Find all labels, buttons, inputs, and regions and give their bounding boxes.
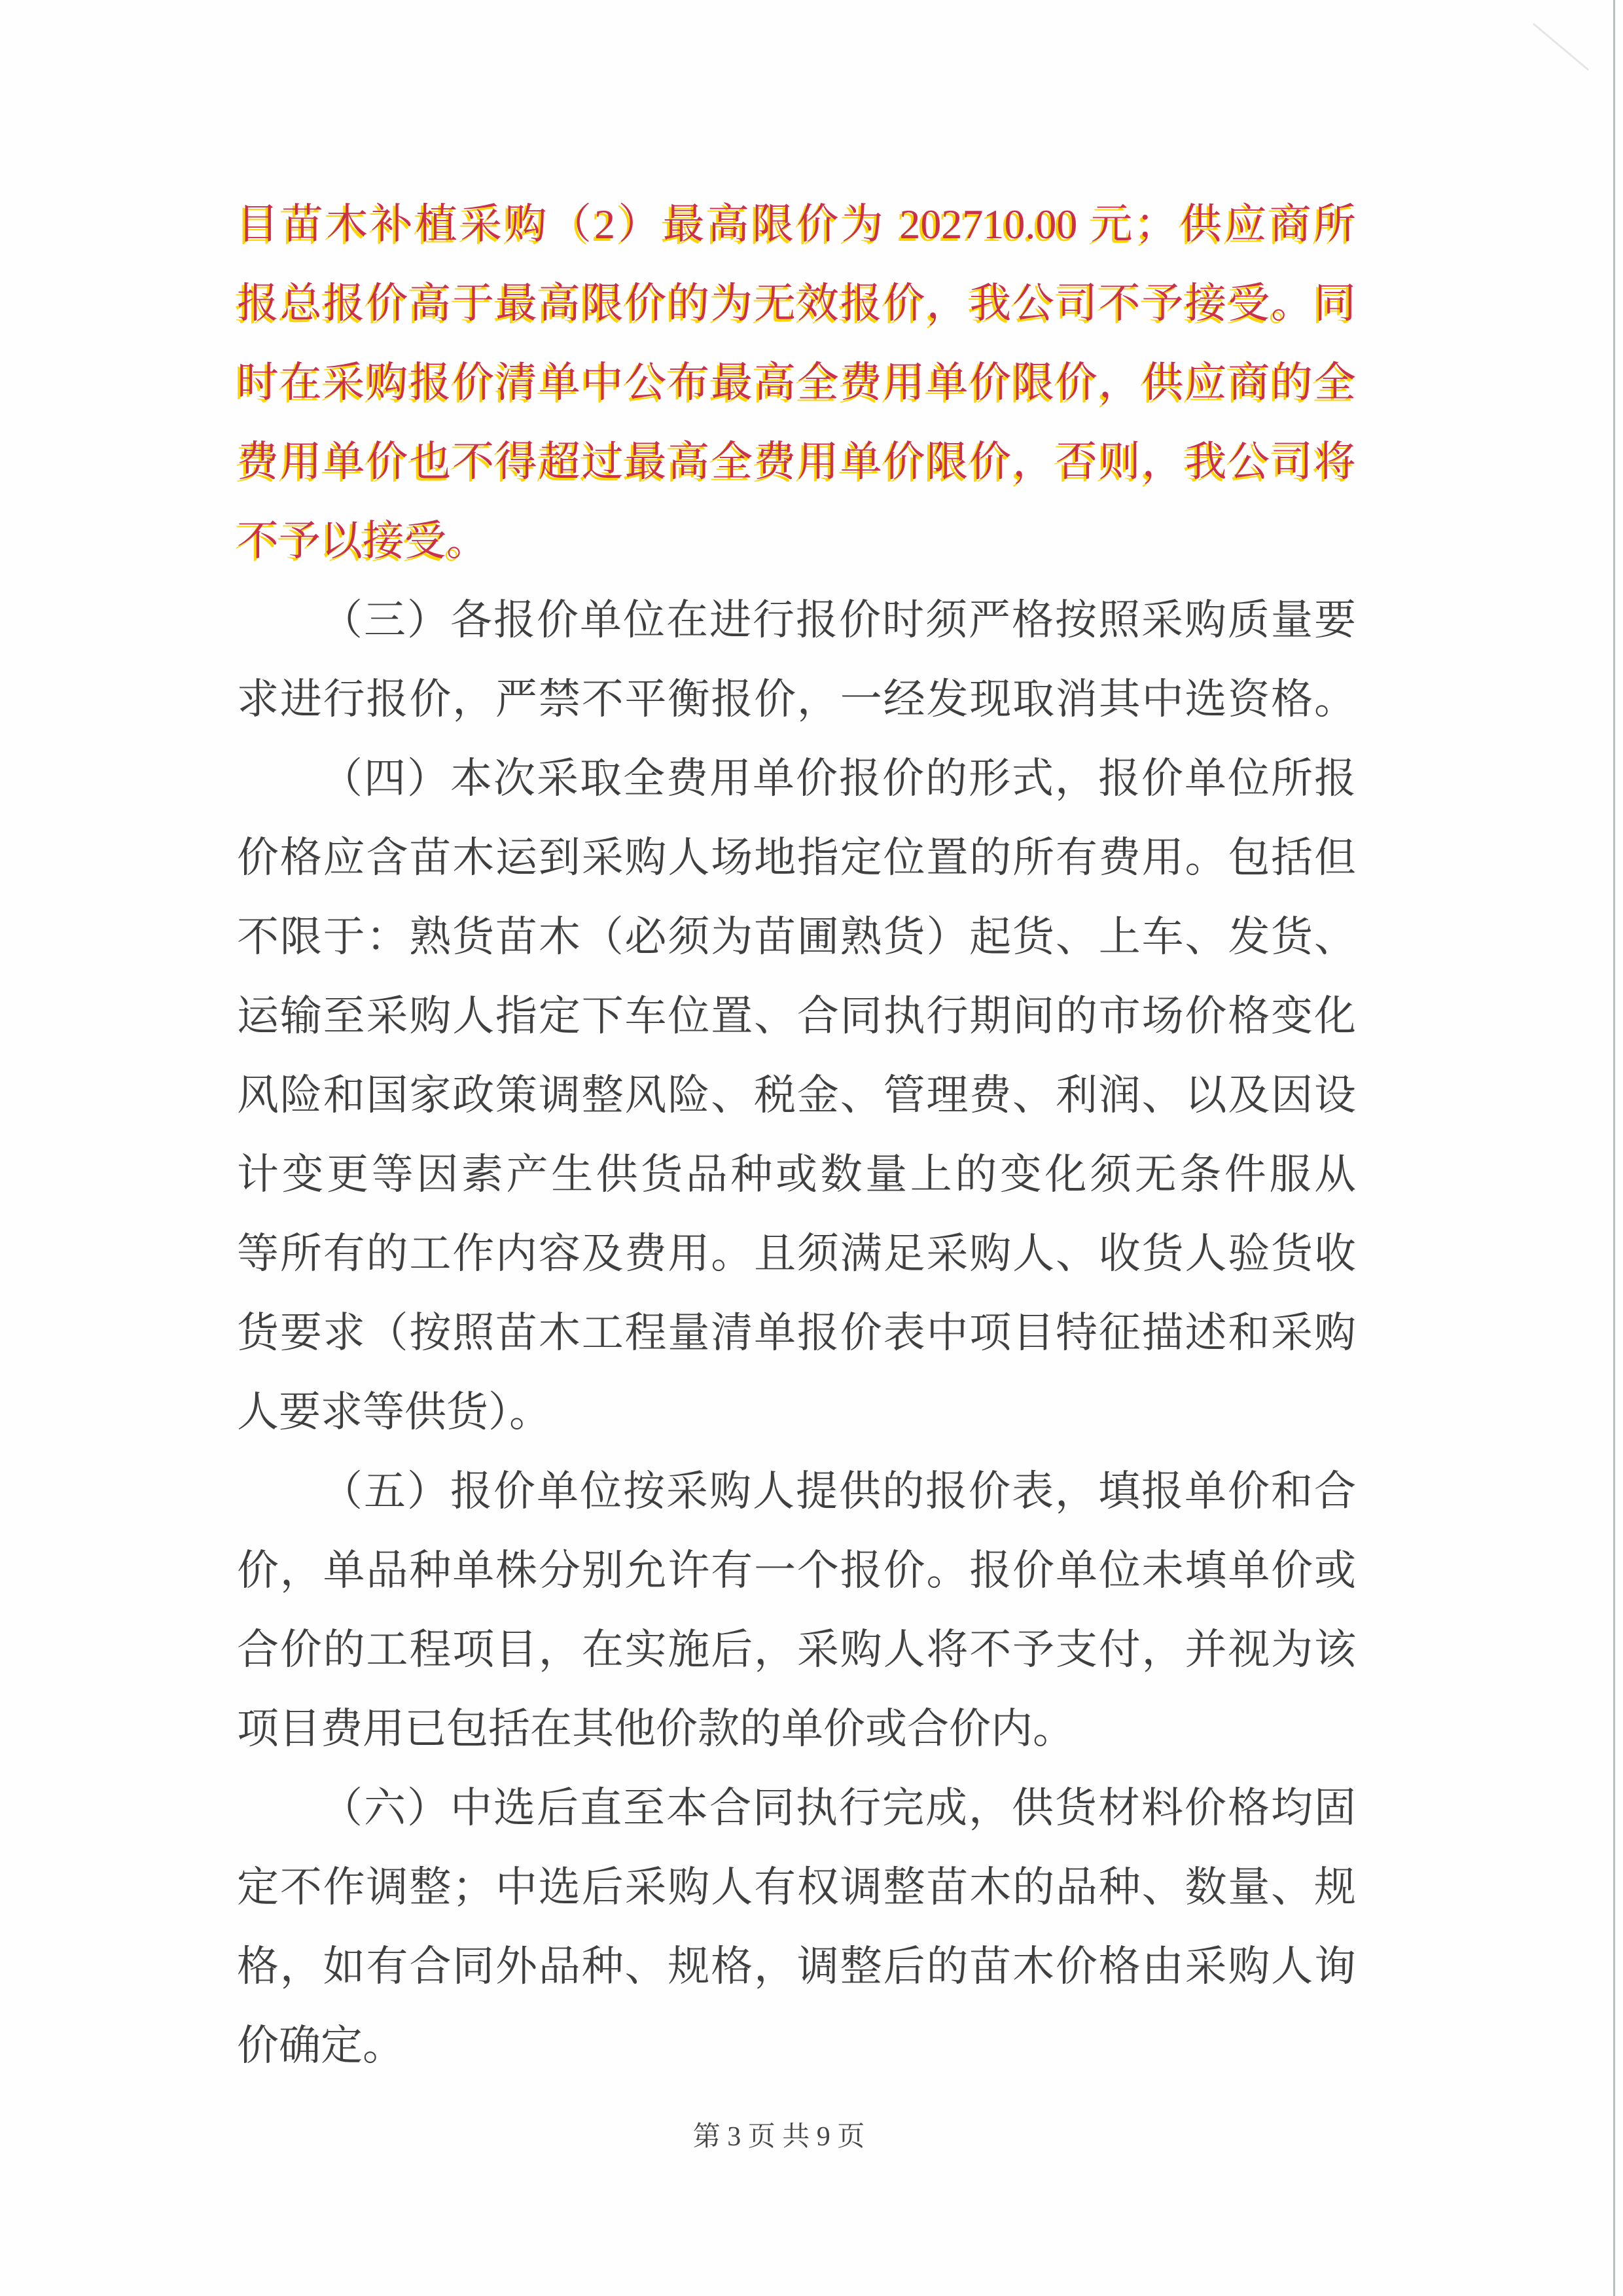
text-line: 价确定。 xyxy=(237,2022,404,2069)
text-line: 定不作调整；中选后采购人有权调整苗木的品种、数量、规 xyxy=(237,1864,1356,1910)
document-body xyxy=(237,185,1356,2085)
page-number: 第 3 页 共 9 页 xyxy=(692,2122,865,2152)
text-line: 求进行报价，严禁不平衡报价，一经发现取消其中选资格。 xyxy=(237,676,1356,723)
text-line: 运输至采购人指定下车位置、合同执行期间的市场价格变化 xyxy=(237,993,1356,1039)
text-line: 不限于：熟货苗木（必须为苗圃熟货）起货、上车、发货、 xyxy=(237,914,1356,960)
text-line: 人要求等供货）。 xyxy=(237,1389,551,1435)
text-line: 目苗木补植采购（2）最高限价为 202710.00 元；供应商所 xyxy=(237,201,1356,247)
text-line: 项目费用已包括在其他价款的单价或合价内。 xyxy=(237,1706,1075,1752)
text-line: （四）本次采取全费用单价报价的形式，报价单位所报 xyxy=(321,755,1356,802)
text-line: 费用单价也不得超过最高全费用单价限价，否则，我公司将 xyxy=(237,439,1356,485)
text-line: （三）各报价单位在进行报价时须严格按照采购质量要 xyxy=(321,597,1356,643)
text-line: 报总报价高于最高限价的为无效报价，我公司不予接受。同 xyxy=(237,280,1356,327)
scan-artifact-line xyxy=(1613,0,1615,2296)
scan-artifact-smudge xyxy=(1533,23,1589,71)
text-line: （五）报价单位按采购人提供的报价表，填报单价和合 xyxy=(321,1468,1356,1515)
text-line: 格，如有合同外品种、规格，调整后的苗木价格由采购人询 xyxy=(237,1943,1356,1990)
text-line: 风险和国家政策调整风险、税金、管理费、利润、以及因设 xyxy=(237,1072,1356,1119)
text-line: 价，单品种单株分别允许有一个报价。报价单位未填单价或 xyxy=(237,1547,1356,1594)
text-line: 合价的工程项目，在实施后，采购人将不予支付，并视为该 xyxy=(237,1626,1356,1673)
text-line: 货要求（按照苗木工程量清单报价表中项目特征描述和采购 xyxy=(237,1310,1356,1356)
text-line: 不予以接受。 xyxy=(237,518,488,564)
text-line: 计变更等因素产生供货品种或数量上的变化须无条件服从 xyxy=(237,1151,1356,1198)
text-line: 等所有的工作内容及费用。且须满足采购人、收货人验货收 xyxy=(237,1230,1356,1277)
text-line: 时在采购报价清单中公布最高全费用单价限价，供应商的全 xyxy=(237,359,1356,406)
text-line: （六）中选后直至本合同执行完成，供货材料价格均固 xyxy=(321,1785,1356,1831)
text-line: 价格应含苗木运到采购人场地指定位置的所有费用。包括但 xyxy=(237,834,1356,881)
